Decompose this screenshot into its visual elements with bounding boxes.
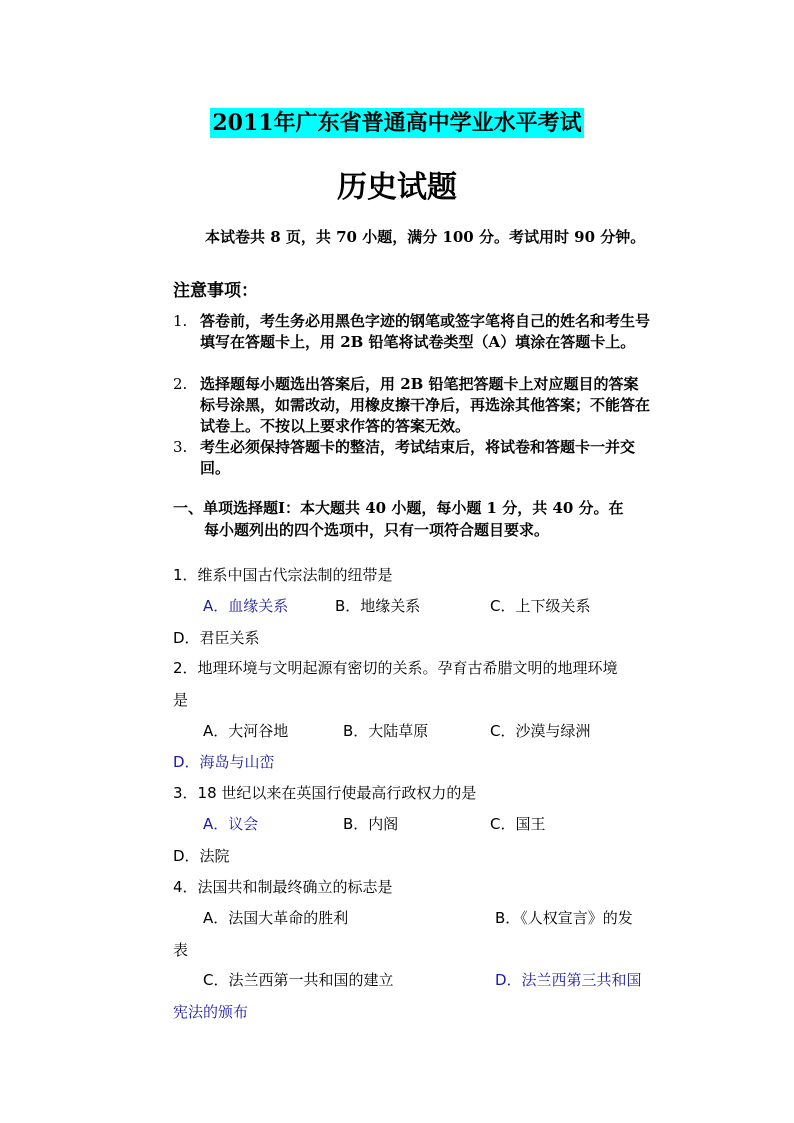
question-3-option-c: C．国王 <box>490 815 546 833</box>
question-1-option-d: D．君臣关系 <box>173 629 260 647</box>
question-4-stem: 4．法国共和制最终确立的标志是 <box>173 878 393 896</box>
question-1-option-c: C．上下级关系 <box>490 597 591 615</box>
question-1-option-a: A．血缘关系 <box>203 597 289 615</box>
question-2-stem-line1: 2．地理环境与文明起源有密切的关系。孕育古希腊文明的地理环境 <box>173 659 618 677</box>
question-2-stem-line2: 是 <box>173 691 189 709</box>
question-4-option-c: C．法兰西第一共和国的建立 <box>203 971 394 989</box>
note-text: 选择题每小题选出答案后，用 2B 铅笔把答题卡上对应题目的答案标号涂黑，如需改动，用橡皮擦干净后，再选涂其他答案；不能答在试卷上。不按以上要求作答的答案无效。 <box>200 375 651 435</box>
question-3-option-d: D．法院 <box>173 847 230 865</box>
question-3-stem: 3．18 世纪以来在英国行使最高行政权力的是 <box>173 784 477 802</box>
question-2-option-a: A．大河谷地 <box>203 722 289 740</box>
question-3-option-a: A．议会 <box>203 815 259 833</box>
note-item-2 <box>173 374 653 437</box>
note-text: 答卷前，考生务必用黑色字迹的钢笔或签字笔将自己的姓名和考生号填写在答题卡上，用 2B 铅笔将试卷类型（A）填涂在答题卡上。 <box>200 312 651 351</box>
notes-heading: 注意事项： <box>173 281 258 301</box>
note-item-3 <box>173 437 653 479</box>
question-1-stem: 1．维系中国古代宗法制的纽带是 <box>173 566 393 584</box>
note-number: 3. <box>173 438 188 456</box>
question-2-option-b: B．大陆草原 <box>343 722 429 740</box>
subject-title: 历史试题 <box>337 170 457 205</box>
exam-title: 2011年广东省普通高中学业水平考试 <box>212 110 582 136</box>
note-text: 考生必须保持答题卡的整洁，考试结束后，将试卷和答题卡一并交回。 <box>200 438 636 477</box>
question-2-option-d: D．海岛与山峦 <box>173 753 275 771</box>
section-heading <box>173 497 653 541</box>
exam-intro: 本试卷共 8 页，共 70 小题，满分 100 分。考试用时 90 分钟。 <box>205 228 646 246</box>
question-4-option-d: D．法兰西第三共和国 <box>495 971 642 989</box>
section-heading-line2: 每小题列出的四个选项中，只有一项符合题目要求。 <box>204 521 550 539</box>
question-1-option-b: B．地缘关系 <box>335 597 421 615</box>
question-3-option-b: B．内阁 <box>343 815 399 833</box>
question-2-option-c: C．沙漠与绿洲 <box>490 722 591 740</box>
question-4-option-d-cont: 宪法的颁布 <box>173 1003 249 1021</box>
question-4-option-a: A．法国大革命的胜利 <box>203 909 349 927</box>
note-number: 2. <box>173 375 188 393</box>
note-number: 1. <box>173 312 188 330</box>
question-4-option-b-cont: 表 <box>173 941 189 959</box>
question-4-option-b: B．《人权宣言》的发 <box>495 909 633 927</box>
exam-title-block <box>0 108 794 138</box>
section-heading-line1: 一、单项选择题Ⅰ：本大题共 40 小题，每小题 1 分，共 40 分。在 <box>173 499 624 517</box>
note-item-1 <box>173 311 653 353</box>
